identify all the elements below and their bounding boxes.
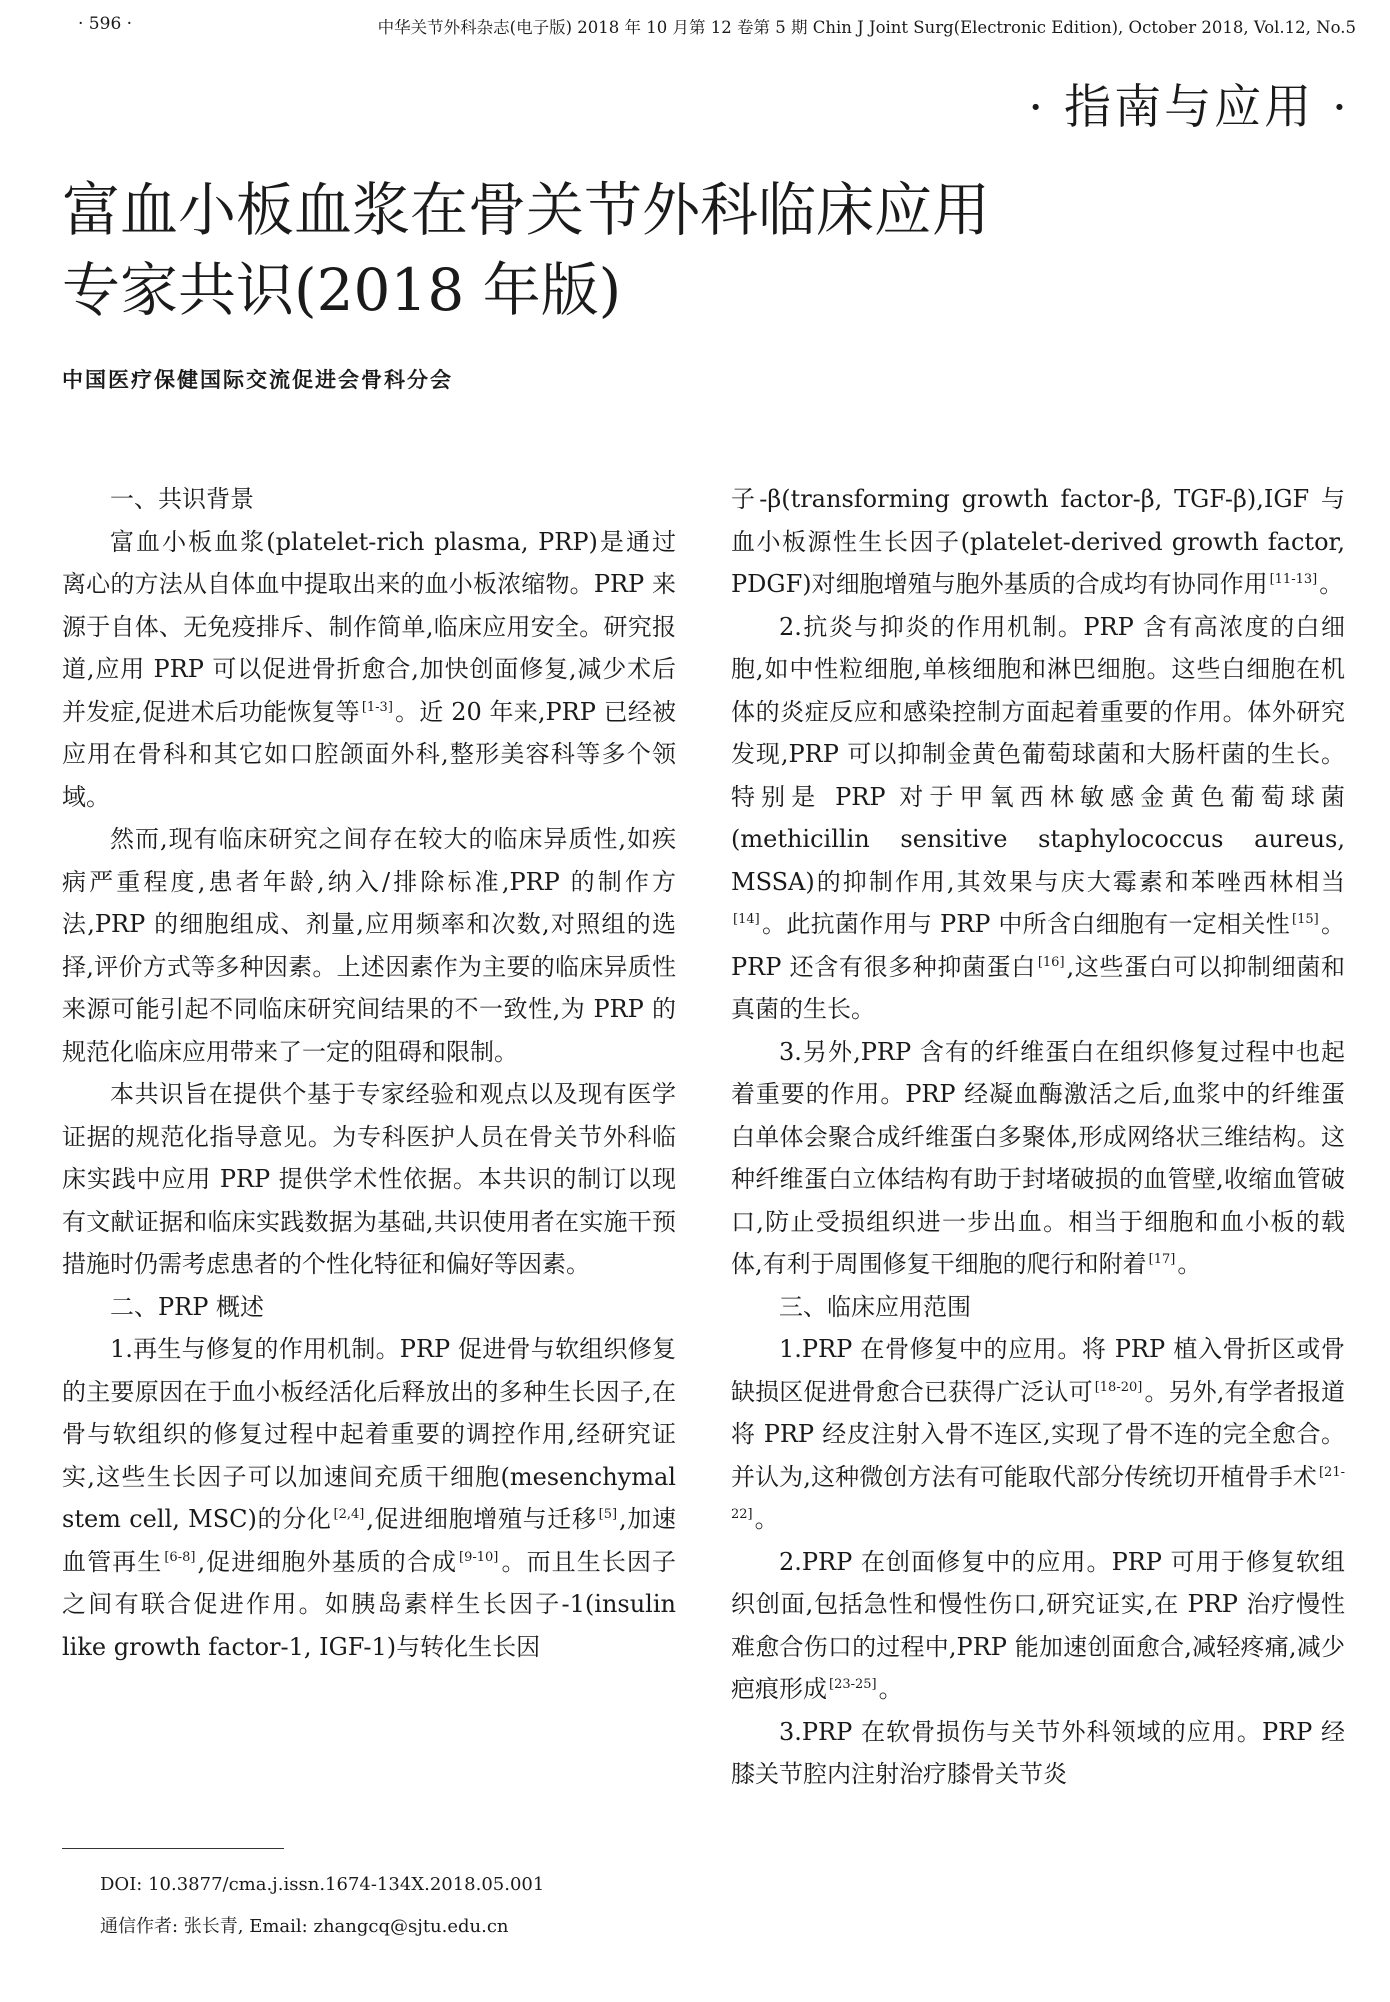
paragraph: 3.PRP 在软骨损伤与关节外科领域的应用。PRP 经膝关节腔内注射治疗膝骨关节炎 (731, 1717, 1345, 1788)
citation[interactable]: [5] (598, 1507, 618, 1522)
article-title-line-1: 富血小板血浆在骨关节外科临床应用 (62, 176, 991, 244)
paragraph: 富血小板血浆(platelet-rich plasma, PRP)是通过离心的方法从自体血中提取出来的血小板浓缩物。PRP 来源于自体、无免疫排斥、制作简单,临床应用安全。研究报道,应用 PRP 可以促进骨折愈合,加快创面修复,减少术后并发症,促进术后功能恢复等 [1-3]。近 20 年来,PRP 已经被应用在骨科和其它如口腔颌面外科,整形美容科等多个领域。 (62, 527, 676, 811)
section-heading-background: 一、共识背景 (110, 485, 254, 513)
citation[interactable]: [17] (1148, 1252, 1176, 1267)
paragraph: 3.另外,PRP 含有的纤维蛋白在组织修复过程中也起着重要的作用。PRP 经凝血酶激活之后,血浆中的纤维蛋白单体会聚合成纤维蛋白多聚体,形成网络状三维结构。这种纤维蛋白立体结构有助于封堵破损的血管壁,收缩血管破口,防止受损组织进一步出血。相当于细胞和血小板的载体,有利于周围修复干细胞的爬行和附着 [17]。 (731, 1037, 1345, 1278)
page-number: · 596 · (78, 14, 133, 34)
corresponding-author-footnote: 通信作者: 张长青, Email: zhangcq@sjtu.edu.cn (100, 1916, 509, 1937)
citation[interactable]: [23-25] (829, 1677, 877, 1692)
paragraph: 2.抗炎与抑炎的作用机制。PRP 含有高浓度的白细胞,如中性粒细胞,单核细胞和淋巴细胞。这些白细胞在机体的炎症反应和感染控制方面起着重要的作用。体外研究发现,PRP 可以抑制金黄色葡萄球菌和大肠杆菌的生长。特别是 PRP 对于甲氧西林敏感金黄色葡萄球菌(methicillin sensitive staphylococcus aureus, MSSA)的抑制作用,其效果与庆大霉素和苯唑西林相当[14]。此抗菌作用与 PRP 中所含白细胞有一定相关性 [15]。PRP 还含有很多种抑菌蛋白 [16],这些蛋白可以抑制细菌和真菌的生长。 (731, 612, 1346, 1023)
author-organization: 中国医疗保健国际交流促进会骨科分会 (62, 368, 453, 392)
citation[interactable]: [21-22] (731, 1464, 1345, 1522)
citation[interactable]: [16] (1037, 954, 1065, 970)
citation[interactable]: [9-10] (459, 1549, 499, 1565)
running-head: 中华关节外科杂志(电子版) 2018 年 10 月第 12 卷第 5 期 Chin J Joint Surg(Electronic Edition), October 2018, Vol.12, No.5 (377, 18, 1356, 37)
right-column (731, 478, 1345, 1796)
citation[interactable]: [6-8] (164, 1549, 196, 1565)
citation[interactable]: [15] (1292, 912, 1319, 927)
article-title (62, 170, 990, 330)
paragraph: 然而,现有临床研究之间存在较大的临床异质性,如疾病严重程度,患者年龄,纳入/排除标准,PRP 的制作方法,PRP 的细胞组成、剂量,应用频率和次数,对照组的选择,评价方式等多种因素。上述因素作为主要的临床异质性来源可能引起不同临床研究间结果的不一致性,为 PRP 的规范化临床应用带来了一定的阻碍和限制。 (62, 825, 676, 1066)
citation[interactable]: [1-3] (361, 699, 393, 715)
citation[interactable]: [2,4] (333, 1507, 365, 1522)
left-column (62, 478, 676, 1668)
column-tag: · 指南与应用 · (1028, 80, 1350, 135)
paragraph: 1.PRP 在骨修复中的应用。将 PRP 植入骨折区或骨缺损区促进骨愈合已获得广泛认可 [18-20]。另外,有学者报道将 PRP 经皮注射入骨不连区,实现了骨不连的完全愈合。并认为,这种微创方法有可能取代部分传统切开植骨手术 [21-22]。 (731, 1335, 1345, 1533)
citation[interactable]: [14] (733, 912, 760, 927)
paragraph: 本共识旨在提供个基于专家经验和观点以及现有医学证据的规范化指导意见。为专科医护人员在骨关节外科临床实践中应用 PRP 提供学术性依据。本共识的制订以现有文献证据和临床实践数据为基础,共识使用者在实施干预措施时仍需考虑患者的个性化特征和偏好等因素。 (62, 1080, 676, 1278)
article-title-line-2: 专家共识(2018 年版) (62, 256, 622, 324)
footnote-divider (62, 1848, 284, 1849)
section-heading-clinical-scope: 三、临床应用范围 (779, 1292, 971, 1321)
doi-footnote[interactable]: DOI: 10.3877/cma.j.issn.1674-134X.2018.05.001 (100, 1874, 545, 1895)
citation[interactable]: [18-20] (1094, 1379, 1143, 1395)
paragraph: 2.PRP 在创面修复中的应用。PRP 可用于修复软组织创面,包括急性和慢性伤口,研究证实,在 PRP 治疗慢性难愈合伤口的过程中,PRP 能加速创面愈合,减轻疼痛,减少疤痕形成 [23-25]。 (731, 1547, 1345, 1703)
paragraph: 1.再生与修复的作用机制。PRP 促进骨与软组织修复的主要原因在于血小板经活化后释放出的多种生长因子,在骨与软组织的修复过程中起着重要的调控作用,经研究证实,这些生长因子可以加速间充质干细胞(mesenchymal stem cell, MSC)的分化 [2,4],促进细胞增殖与迁移 [5],加速血管再生 [6-8],促进细胞外基质的合成 [9-10]。而且生长因子之间有联合促进作用。如胰岛素样生长因子-1(insulin like growth factor-1, IGF-1)与转化生长因 (62, 1335, 677, 1661)
paragraph: 子-β(transforming growth factor-β, TGF-β),IGF 与血小板源性生长因子(platelet-derived growth factor, PDGF)对细胞增殖与胞外基质的合成均有协同作用 [11-13]。 (731, 485, 1345, 598)
section-heading-prp-overview: 二、PRP 概述 (110, 1292, 264, 1321)
citation[interactable]: [11-13] (1269, 572, 1318, 587)
